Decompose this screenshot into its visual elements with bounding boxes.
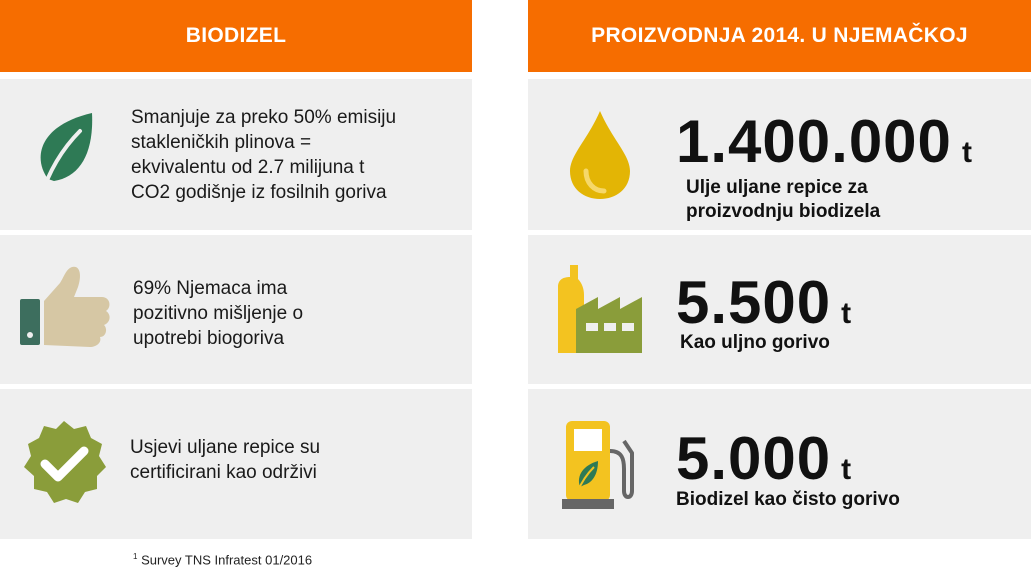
heating-oil-value: 5.500 t [676,269,853,336]
text-line: stakleničkih plinova = [131,132,312,153]
heating-oil-caption [680,331,830,355]
production-column [528,0,1031,510]
rapeseed-oil-panel [528,79,1031,230]
footnote [133,552,312,567]
unit-label: t [961,136,973,169]
pure-fuel-value: 5.000 t [676,425,853,492]
pure-fuel-caption [676,488,900,512]
biodiesel-header: BIODIZEL [0,0,472,72]
text-line: ekvivalentu od 2.7 milijuna t [131,157,365,178]
production-header: PROIZVODNJA 2014. U NJEMAČKOJ [528,0,1031,72]
fuel-pump-icon [562,421,644,509]
unit-label: t [841,453,853,486]
text-line: upotrebi biogoriva [133,328,285,349]
text-line: Usjevi uljane repice su [130,437,321,458]
text-line: Ulje uljane repice za [686,177,868,198]
heating-oil-panel [528,235,1031,384]
opinion-text [133,276,303,351]
emission-text [131,105,396,205]
oil-value: 1.400.000 t [676,108,973,175]
text-line: certificirani kao održivi [130,462,317,483]
pure-fuel-panel [528,389,1031,539]
unit-label: t [841,297,853,330]
leaf-icon [34,109,96,197]
text-line: CO2 godišnje iz fosilnih goriva [131,182,387,203]
emission-panel [0,79,472,230]
certified-panel [0,389,472,539]
text-line: pozitivno mišljenje o [133,303,304,324]
footnote-text: Survey TNS Infratest 01/2016 [141,552,313,568]
factory-icon [554,265,646,353]
oil-caption [686,176,880,224]
text-line: Kao uljno gorivo [680,332,830,353]
text-line: 69% Njemaca ima [133,278,288,299]
text-line: Biodizel kao čisto gorivo [676,489,900,510]
check-badge-icon [20,419,108,507]
text-line: Smanjuje za preko 50% emisiju [131,107,397,128]
certified-text [130,435,320,485]
biodiesel-column [0,0,472,483]
thumbs-up-icon [20,265,112,347]
oil-drop-icon [568,109,632,201]
opinion-panel [0,235,472,384]
text-line: proizvodnju biodizela [686,201,881,222]
footnote-marker: 1 [133,552,138,561]
